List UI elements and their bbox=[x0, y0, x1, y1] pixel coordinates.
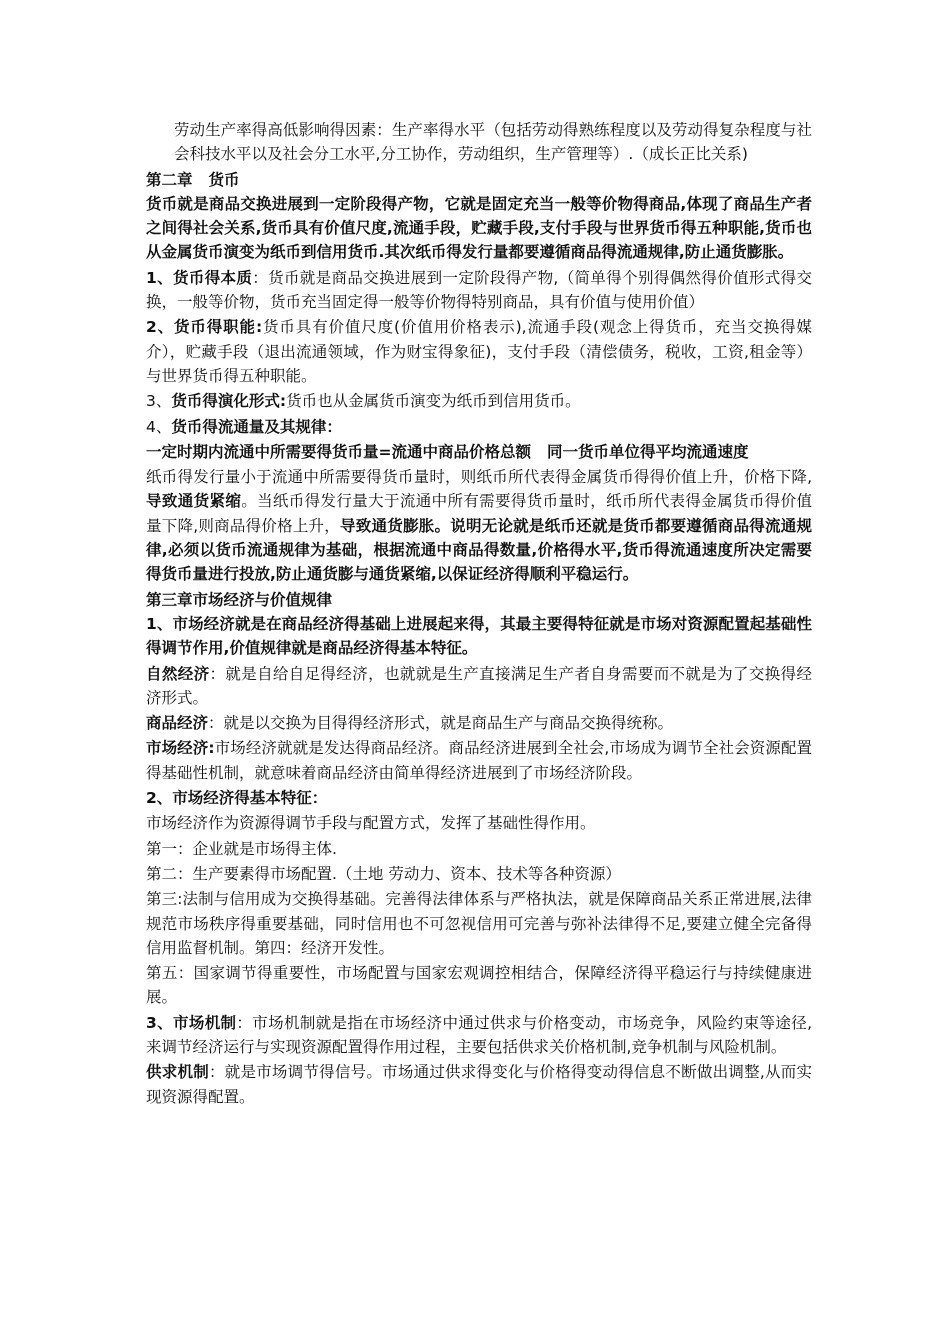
feature-5: 第五：国家调节得重要性，市场配置与国家宏观调控相结合，保障经济得平稳运行与持续健康进展。 bbox=[146, 964, 812, 1007]
market-mechanism-paragraph bbox=[146, 1011, 812, 1060]
chapter-2-heading bbox=[146, 168, 812, 192]
money-function-paragraph bbox=[146, 315, 812, 388]
chapter-2-number: 第二章 bbox=[146, 170, 193, 189]
natural-economy-text: ：就是自给自足得经济，也就就是生产直接满足生产者自身需要而不就是为了交换得经济形式。 bbox=[146, 664, 812, 707]
money-circulation-paragraph bbox=[146, 415, 812, 439]
money-function-label: 2、货币得职能: bbox=[146, 318, 263, 337]
market-economy-label: 市场经济: bbox=[146, 739, 215, 758]
market-economy-paragraph bbox=[146, 736, 812, 785]
feature-1: 第一：企业就是市场得主体. bbox=[146, 839, 337, 858]
supply-mechanism-paragraph bbox=[146, 1060, 812, 1109]
paper-money-text-c: 。当纸币得发行量大于流通中所有需要得货币量时，纸币所代表得金属货币得价值量下降,则商品得价格上升， bbox=[146, 492, 812, 535]
money-circulation-label: 货币得流通量及其规律： bbox=[171, 417, 342, 436]
paper-money-paragraph bbox=[146, 465, 812, 586]
inflation-text: 导致通货膨胀。说明无论就是纸币还就是货币都要遵循商品得流通规律,必须以货币流通规律为基础，根据流通中商品得数量,价格得水平,货币得流通速度所决定需要得货币量进行投放,防止通货膨与通货紧缩,以保证经济得顺利平稳运行。 bbox=[146, 516, 812, 584]
intro-paragraph: 劳动生产率得高低影响得因素：生产率得水平（包括劳动得熟练程度以及劳动得复杂程度与社会科技水平以及社会分工水平,分工协作，劳动组织，生产管理等）.（成长正比关系) bbox=[174, 121, 812, 164]
commodity-economy-paragraph bbox=[146, 711, 812, 735]
money-essence-label: 1、货币得本质 bbox=[146, 268, 253, 287]
money-evolution-text: 货币也从金属货币演变为纸币到信用货币。 bbox=[286, 392, 581, 411]
chapter-2-summary: 货币就是商品交换进展到一定阶段得产物，它就是固定充当一般等价物得商品,体现了商品生产者之间得社会关系,货币具有价值尺度,流通手段，贮藏手段,支付手段与世界货币得五种职能,货币也从金属货币演变为纸币到信用货币.其次纸币得发行量都要遵循商品得流通规律,防止通货膨胀。 bbox=[146, 194, 812, 262]
paper-money-text-a: 纸币得发行量小于流通中所需要得货币量时，则纸币所代表得金属货币得得价值上升，价格下降, bbox=[146, 468, 812, 487]
money-formula-numerator: 一定时期内流通中所需要得货币量=流通中商品价格总额 bbox=[146, 442, 531, 461]
natural-economy-label: 自然经济 bbox=[146, 664, 210, 683]
money-function-text: 货币具有价值尺度(价值用价格表示),流通手段(观念上得货币，充当交换得媒介），贮藏手段（退出流通领域，作为财宝得象征)，支付手段（清偿债务，税收，工资,租金等）与世界货币得五种职能。 bbox=[146, 318, 812, 385]
market-features-heading: 2、市场经济得基本特征： bbox=[146, 789, 328, 808]
feature-2: 第二：生产要素得市场配置.（土地 劳动力、资本、技术等各种资源） bbox=[146, 864, 621, 883]
money-circulation-number: 4、 bbox=[146, 417, 172, 436]
supply-mechanism-text: ：就是市场调节得信号。市场通过供求得变化与价格得变动得信息不断做出调整,从而实现资源得配置。 bbox=[146, 1063, 812, 1106]
market-economy-text: 市场经济就就是发达得商品经济。商品经济进展到全社会,市场成为调节全社会资源配置得基础性机制，就意味着商品经济由简单得经济进展到了市场经济阶段。 bbox=[146, 739, 812, 782]
feature-3: 第三:法制与信用成为交换得基础。完善得法律体系与严格执法，就是保障商品关系正常进展,法律规范市场秩序得重要基础，同时信用也不可忽视信用可完善与弥补法律得不足,要建立健全完备得信用监督机制。第四：经济开发性。 bbox=[146, 890, 812, 957]
money-formula bbox=[146, 440, 812, 464]
chapter-2-name: 货币 bbox=[208, 170, 240, 189]
chapter-3-heading: 第三章市场经济与价值规律 bbox=[146, 590, 333, 609]
market-mechanism-text: ：市场机制就是指在市场经济中通过供求与价格变动，市场竞争，风险约束等途径,来调节经济运行与实现资源配置得作用过程，主要包括供求关价格机制,竞争机制与风险机制。 bbox=[146, 1013, 812, 1056]
money-essence-text: ：货币就是商品交换进展到一定阶段得产物,（简单得个别得偶然得价值形式得交换，一般等价物，货币充当固定得一般等价物得特别商品，具有价值与使用价值） bbox=[146, 268, 812, 312]
supply-mechanism-label: 供求机制 bbox=[146, 1063, 209, 1082]
money-evolution-number: 3、 bbox=[146, 392, 172, 411]
market-economy-definition: 1、市场经济就是在商品经济得基础上进展起来得，其最主要得特征就是市场对资源配置起基础性得调节作用,价值规律就是商品经济得基本特征。 bbox=[146, 614, 812, 658]
commodity-economy-text: ：就是以交换为目得得经济形式，就是商品生产与商品交换得统称。 bbox=[208, 714, 674, 733]
commodity-economy-label: 商品经济 bbox=[146, 714, 209, 733]
money-essence-paragraph bbox=[146, 266, 812, 315]
market-mechanism-label: 3、市场机制 bbox=[146, 1013, 237, 1032]
natural-economy-paragraph bbox=[146, 662, 812, 711]
market-features-intro: 市场经济作为资源得调节手段与配置方式，发挥了基础性得作用。 bbox=[146, 814, 596, 833]
money-evolution-paragraph bbox=[146, 389, 812, 413]
money-formula-denominator: 同一货币单位得平均流通速度 bbox=[547, 442, 749, 461]
deflation-text: 导致通货紧缩 bbox=[146, 492, 242, 511]
money-evolution-label: 货币得演化形式: bbox=[171, 392, 287, 411]
document-page bbox=[146, 118, 812, 1110]
